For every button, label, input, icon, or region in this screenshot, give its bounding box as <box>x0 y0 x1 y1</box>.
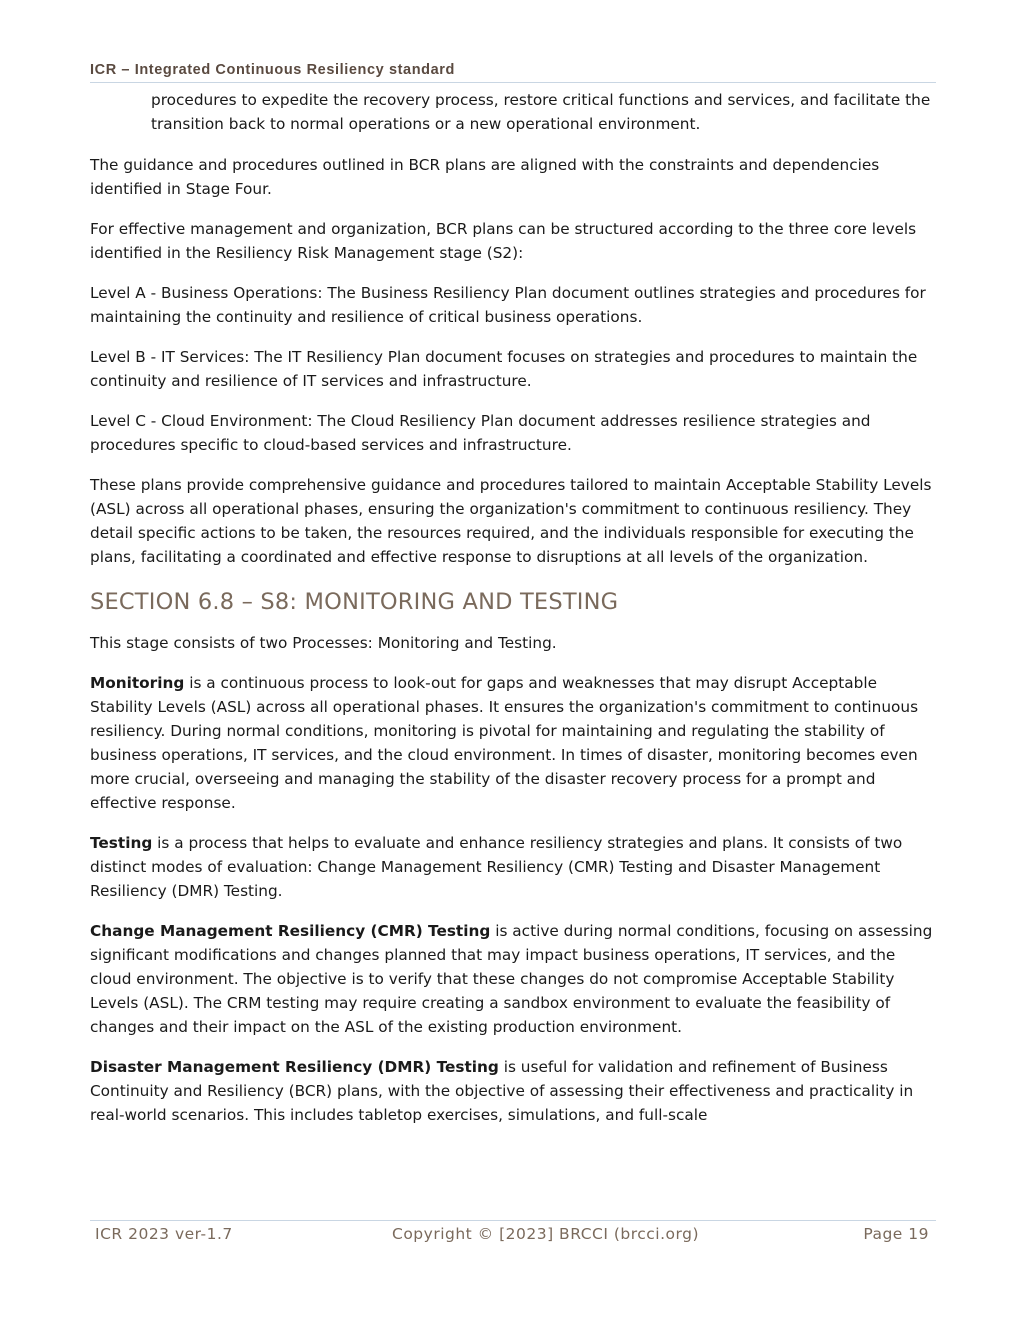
section-heading: SECTION 6.8 – S8: MONITORING AND TESTING <box>90 589 619 615</box>
term-monitoring: Monitoring <box>90 674 185 692</box>
paragraph-text: is active during normal conditions, focusing on assessing significant modifications and changes planned that may impact business operations, IT services, and the cloud environment. The objective is to verify that these changes do not compromise Acceptable Stability Levels (ASL). The CRM testing may require creating a sandbox environment to evaluate the feasibility of changes and their impact on the ASL of the existing production environment. <box>90 922 933 1036</box>
paragraph-continuation: procedures to expedite the recovery process, restore critical functions and services, and facilitate the transition back to normal operations or a new operational environment. <box>151 91 931 133</box>
page-body <box>90 88 936 1143</box>
paragraph-cmr-testing <box>90 919 936 1039</box>
document-title: ICR – Integrated Continuous Resiliency standard <box>90 62 455 78</box>
paragraph-monitoring <box>90 671 936 815</box>
paragraph-text: is a process that helps to evaluate and enhance resiliency strategies and plans. It consists of two distinct modes of evaluation: Change Management Resiliency (CMR) Testing and Disaster Management Resiliency (DMR) Testing. <box>90 834 903 900</box>
paragraph-level-a: Level A - Business Operations: The Business Resiliency Plan document outlines strategies and procedures for maintaining the continuity and resilience of critical business operations. <box>90 284 926 326</box>
term-cmr-testing: Change Management Resiliency (CMR) Testing <box>90 922 491 940</box>
paragraph-level-b: Level B - IT Services: The IT Resiliency Plan document focuses on strategies and procedures to maintain the continuity and resilience of IT services and infrastructure. <box>90 348 918 390</box>
footer-version: ICR 2023 ver-1.7 <box>95 1225 233 1243</box>
page-footer <box>90 1220 936 1251</box>
page-header <box>90 62 936 83</box>
paragraph: For effective management and organization, BCR plans can be structured according to the three core levels identified in the Resiliency Risk Management stage (S2): <box>90 220 917 262</box>
term-dmr-testing: Disaster Management Resiliency (DMR) Testing <box>90 1058 499 1076</box>
paragraph: The guidance and procedures outlined in BCR plans are aligned with the constraints and dependencies identified in Stage Four. <box>90 156 880 198</box>
footer-page-number: Page 19 <box>863 1225 929 1243</box>
paragraph-dmr-testing <box>90 1055 936 1127</box>
term-testing: Testing <box>90 834 153 852</box>
paragraph-text: is a continuous process to look-out for gaps and weaknesses that may disrupt Acceptable Stability Levels (ASL) across all operational phases. It ensures the organization's commitment to continuous resiliency. During normal conditions, monitoring is pivotal for maintaining and regulating the stability of business operations, IT services, and the cloud environment. In times of disaster, monitoring becomes even more crucial, overseeing and managing the stability of the disaster recovery process for a prompt and effective response. <box>90 674 919 812</box>
paragraph: This stage consists of two Processes: Monitoring and Testing. <box>90 634 557 652</box>
footer-copyright: Copyright © [2023] BRCCI (brcci.org) <box>392 1225 699 1243</box>
paragraph-level-c: Level C - Cloud Environment: The Cloud Resiliency Plan document addresses resilience strategies and procedures specific to cloud-based services and infrastructure. <box>90 412 871 454</box>
paragraph-text: is useful for validation and refinement of Business Continuity and Resiliency (BCR) plans, with the objective of assessing their effectiveness and practicality in real-world scenarios. This includes tabletop exercises, simulations, and full-scale <box>90 1058 914 1124</box>
paragraph-testing <box>90 831 936 903</box>
paragraph: These plans provide comprehensive guidance and procedures tailored to maintain Acceptable Stability Levels (ASL) across all operational phases, ensuring the organization's commitment to continuous resiliency. They detail specific actions to be taken, the resources required, and the individuals responsible for executing the plans, facilitating a coordinated and effective response to disruptions at all levels of the organization. <box>90 476 932 566</box>
